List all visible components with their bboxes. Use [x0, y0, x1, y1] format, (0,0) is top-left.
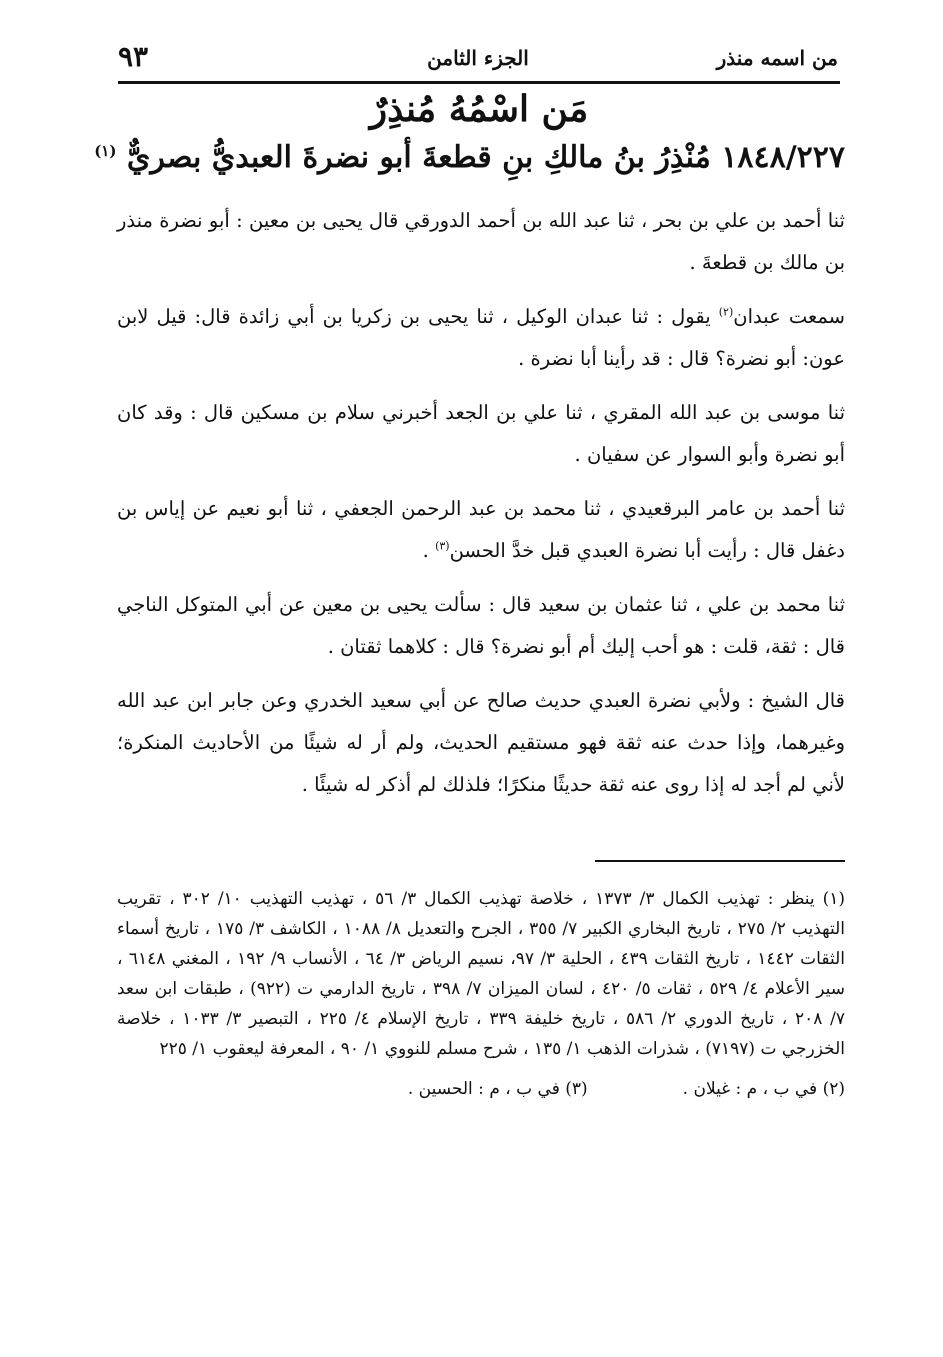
- header-volume-title: الجزء الثامن: [427, 46, 529, 70]
- paragraph: [117, 296, 845, 380]
- section-title: مَن اسْمُهُ مُنذِرٌ: [369, 88, 589, 130]
- paragraph-text: سمعت عبدان: [733, 305, 845, 328]
- footnote-mark: (٢): [718, 305, 734, 319]
- entry-name: مُنْذِرُ بنُ مالكِ بنِ قطعةَ أبو نضرةَ العبديُّ بصريٌّ: [126, 140, 711, 175]
- paragraph: قال الشيخ : ولأبي نضرة العبدي حديث صالح عن أبي سعيد الخدري وعن جابر ابن عبد الله وغيرهما، وإذا حدث عنه ثقة فهو مستقيم الحديث، ولم أر له شيئًا من الأحاديث المنكرة؛ لأني لم أجد له إذا روى عنه ثقة حديثًا منكرًا؛ فلذلك لم أذكر له شيئًا .: [117, 689, 845, 796]
- footnote-mark: (٣): [435, 539, 450, 553]
- footnote-2: (٢) في ب ، م : غيلان .: [682, 1079, 845, 1099]
- body-text: [117, 200, 845, 818]
- header-chapter-title: من اسمه منذر: [716, 46, 838, 70]
- paragraph-text: ثنا أحمد بن عامر البرقعيدي ، ثنا محمد بن عبد الرحمن الجعفي ، ثنا أبو نعيم عن إياس بن دغفل قال : رأيت أبا نضرة العبدي قبل خدَّ الحسن: [117, 497, 845, 562]
- footnote-divider: [595, 860, 845, 862]
- running-header: [118, 40, 838, 80]
- footnote-3: (٣) في ب ، م : الحسين .: [407, 1079, 588, 1099]
- footnote-1: (١) ينظر : تهذيب الكمال ٣/ ١٣٧٣ ، خلاصة تهذيب الكمال ٣/ ٥٦ ، تهذيب التهذيب ١٠/ ٣٠٢ ، تقريب التهذيب ٢/ ٢٧٥ ، تاريخ البخاري الكبير ٧/ ٣٥٥ ، الجرح والتعديل ٨/ ١٠٨٨ ، الكاشف ٣/ ١٧٥ ، تاريخ أسماء الثقات ١٤٤٢ ، تاريخ الثقات ٤٣٩ ، الحلية ٣/ ٩٧، نسيم الرياض ٣/ ٦٤ ، الأنساب ٩/ ١٩٢ ، المغني ٦١٤٨ ، سير الأعلام ٤/ ٥٢٩ ، ثقات ٥/ ٤٢٠ ، لسان الميزان ٧/ ٣٩٨ ، تاريخ الدارمي ت (٩٢٢) ، طبقات ابن سعد ٧/ ٢٠٨ ، تاريخ الدوري ٢/ ٥٨٦ ، تاريخ خليفة ٣٣٩ ، تاريخ الإسلام ٤/ ٢٢٥ ، التبصير ٣/ ١٠٣٣ ، خلاصة الخزرجي ت (٧١٩٧) ، شذرات الذهب ١/ ١٣٥ ، شرح مسلم للنووي ١/ ٩٠ ، المعرفة ليعقوب ١/ ٢٢٥: [117, 889, 846, 1059]
- paragraph: ثنا محمد بن علي ، ثنا عثمان بن سعيد قال : سألت يحيى بن معين عن أبي المتوكل الناجي قال : ثقة، قلت : هو أحب إليك أم أبو نضرة؟ قال : كلاهما ثقتان .: [117, 593, 845, 658]
- paragraph: ثنا أحمد بن علي بن بحر ، ثنا عبد الله بن أحمد الدورقي قال يحيى بن معين : أبو نضرة منذر بن مالك بن قطعةَ .: [117, 209, 845, 274]
- footnote-mark: (١): [94, 142, 117, 160]
- paragraph-text: يقول : ثنا عبدان الوكيل ، ثنا يحيى بن زكريا بن أبي زائدة قال: قيل لابن عون: أبو نضرة؟ قال : قد رأينا أبا نضرة .: [117, 305, 845, 370]
- page-number: ٩٣: [118, 40, 149, 73]
- entry-heading: [94, 140, 845, 175]
- entry-number: ١٨٤٨/٢٢٧: [721, 140, 845, 175]
- paragraph-text: .: [422, 539, 436, 562]
- paragraph: ثنا موسى بن عبد الله المقري ، ثنا علي بن الجعد أخبرني سلام بن مسكين قال : وقد كان أبو نضرة وأبو السوار عن سفيان .: [117, 401, 845, 466]
- paragraph: [117, 488, 845, 572]
- header-divider: [118, 81, 840, 84]
- footnotes: [117, 884, 845, 1104]
- footnote-row: [117, 1074, 845, 1104]
